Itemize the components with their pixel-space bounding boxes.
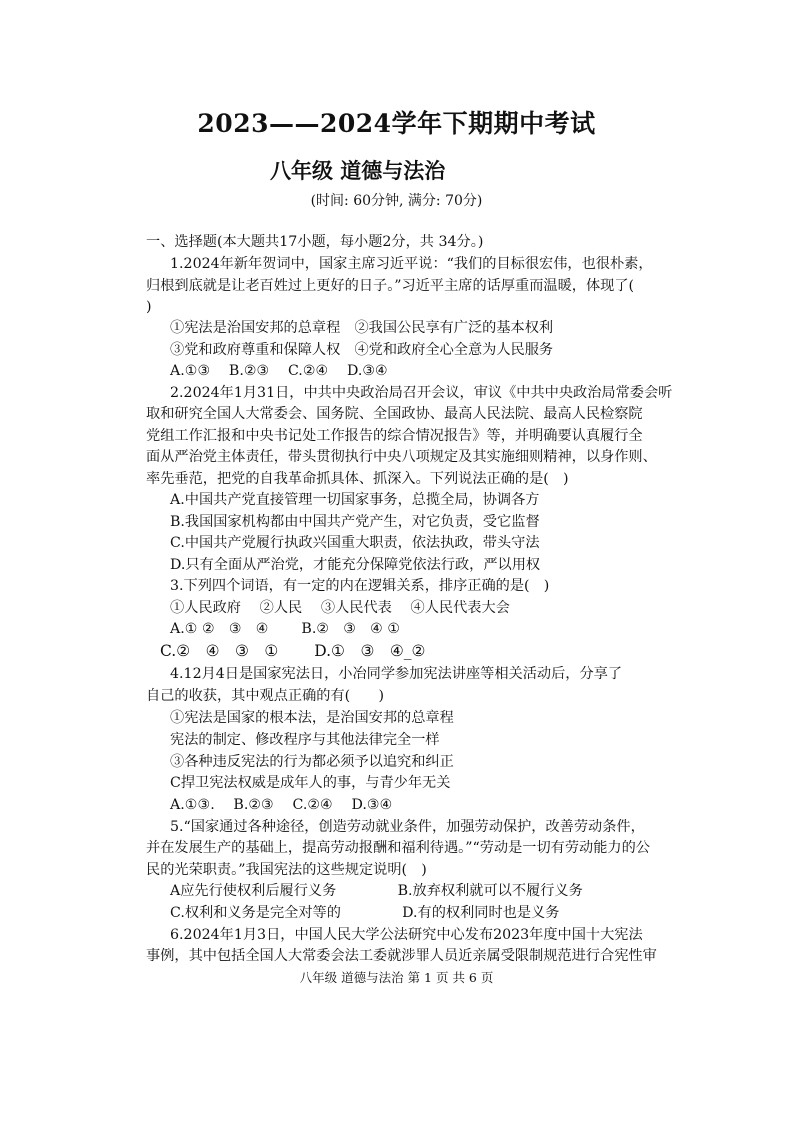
question-text: 民的光荣职责。”我国宪法的这些规定说明( )	[146, 862, 427, 878]
section-heading: 一、选择题(本大题共17小题，每小题2分，共 34分。)	[146, 234, 484, 250]
question-text: 并在发展生产的基础上，提高劳动报酬和福利待遇。”“劳动是一切有劳动能力的公	[146, 840, 650, 856]
question-text: 1.2024年新年贺词中，国家主席习近平说：“我们的目标很宏伟，也很朴素，	[170, 256, 653, 272]
answer-option: C.中国共产党履行执政兴国重大职责，依法执政，带头守法	[170, 535, 540, 551]
option-statement: ①人民政府 ②人民 ③人民代表 ④人民代表大会	[170, 600, 510, 616]
exam-title: 2023——2024学年下期期中考试	[197, 109, 596, 138]
answer-choices: A.① ② ③ ④ B.② ③ ④ ①	[170, 621, 401, 637]
question-text: 5.“国家通过各种途径，创造劳动就业条件，加强劳动保护，改善劳动条件，	[170, 819, 645, 835]
question-text: 2.2024年1月31日，中共中央政治局召开会议，审议《中共中央政治局常委会听	[170, 385, 673, 401]
answer-choices: C.② ④ ③ ① D.① ③ ④_②	[160, 642, 426, 660]
option-statement: ③党和政府尊重和保障人权 ④党和政府全心全意为人民服务	[170, 342, 554, 358]
question-text: 率先垂范，把党的自我革命抓具体、抓深入。下列说法正确的是( )	[146, 471, 569, 487]
answer-option: C.权利和义务是完全对等的 D.有的权利同时也是义务	[170, 905, 560, 921]
option-statement: 宪法的制定、修改程序与其他法律完全一样	[170, 732, 440, 748]
option-statement: ③各种违反宪法的行为都必须予以追究和纠正	[170, 754, 454, 770]
answer-choices: A.①③. B.②③ C.②④ D.③④	[170, 797, 393, 813]
option-statement: ①宪法是治国安邦的总章程 ②我国公民享有广泛的基本权利	[170, 320, 554, 336]
page-footer: 八年级 道德与法治 第 1 页 共 6 页	[299, 970, 494, 985]
question-text: 4.12月4日是国家宪法日，小冶同学参加宪法讲座等相关活动后，分享了	[170, 666, 623, 682]
question-text: 自己的收获，其中观点正确的有( )	[146, 688, 385, 704]
answer-option: A.中国共产党直接管理一切国家事务，总揽全局，协调各方	[170, 492, 540, 508]
question-text: 归根到底就是让老百姓过上更好的日子。”习近平主席的话厚重而温暖，体现了(	[146, 278, 635, 294]
exam-time-info: (时间: 60分钟, 满分: 70分)	[310, 193, 483, 209]
exam-subtitle: 八年级 道德与法治	[270, 158, 446, 183]
answer-option: D.只有全面从严治党，才能充分保障党依法行政，严以用权	[170, 557, 541, 573]
option-statement: ①宪法是国家的根本法，是治国安邦的总章程	[170, 710, 454, 726]
answer-choices: A.①③ B.②③ C.②④ D.③④	[170, 363, 388, 379]
question-text: 6.2024年1月3日，中国人民大学公法研究中心发布2023年度中国十大宪法	[170, 927, 643, 943]
question-text: 党组工作汇报和中央书记处工作报告的综合情况报告》等，并明确要认真履行全	[146, 428, 643, 444]
option-statement: C捍卫宪法权威是成年人的事，与青少年无关	[170, 775, 451, 791]
answer-option: B.我国国家机构都由中国共产党产生，对它负责，受它监督	[170, 514, 540, 530]
question-text: 取和研究全国人大常委会、国务院、全国政协、最高人民法院、最高人民检察院	[146, 406, 643, 422]
question-text: 3.下列四个词语，有一定的内在逻辑关系，排序正确的是( )	[170, 578, 550, 594]
answer-option: A应先行使权利后履行义务 B.放弃权利就可以不履行义务	[170, 883, 583, 899]
question-text: 事例，其中包括全国人大常委会法工委就涉罪人员近亲属受限制规范进行合宪性审	[146, 948, 657, 964]
question-text: )	[146, 299, 152, 315]
question-text: 面从严治党主体责任，带头贯彻执行中央八项规定及其实施细则精神，以身作则、	[146, 449, 657, 465]
